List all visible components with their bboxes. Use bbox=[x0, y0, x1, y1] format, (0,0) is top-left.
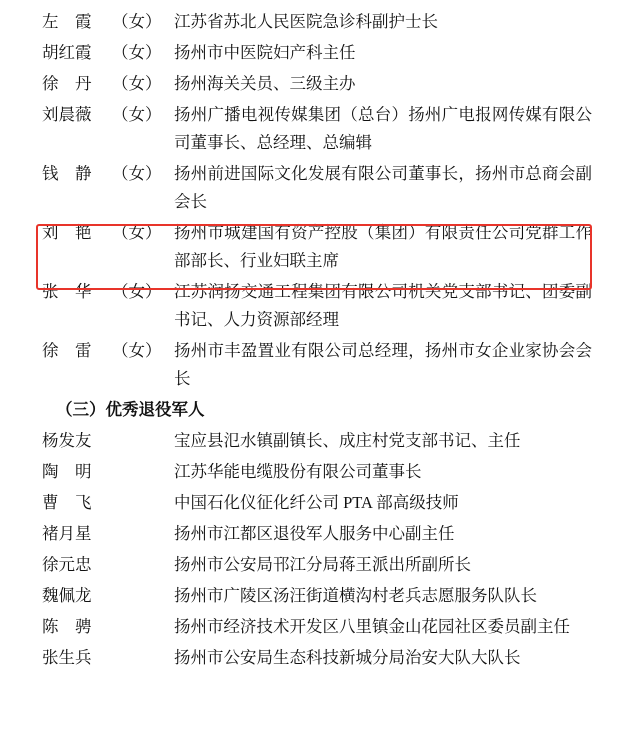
entry-name-chars: 刘 艳 bbox=[42, 223, 92, 242]
list-item bbox=[42, 160, 592, 216]
entry-name bbox=[42, 551, 174, 579]
entry-name-suffix: （女） bbox=[112, 43, 162, 62]
entry-name-suffix: （女） bbox=[112, 74, 162, 93]
entry-name bbox=[42, 427, 174, 455]
entry-name bbox=[42, 70, 174, 98]
entry-name-chars: 陈 骋 bbox=[42, 617, 92, 636]
entry-name-chars: 曹 飞 bbox=[42, 493, 92, 512]
entry-name bbox=[42, 337, 174, 365]
list-item bbox=[42, 458, 592, 486]
entry-description: 扬州广播电视传媒集团（总台）扬州广电报网传媒有限公司董事长、总经理、总编辑 bbox=[174, 105, 592, 152]
entry-description: 江苏省苏北人民医院急诊科副护士长 bbox=[174, 12, 438, 31]
entry-description: 扬州市中医院妇产科主任 bbox=[174, 43, 356, 62]
list-item bbox=[42, 70, 592, 98]
list-item-highlighted bbox=[42, 219, 592, 275]
entry-name-chars: 陶 明 bbox=[42, 462, 92, 481]
list-item bbox=[42, 551, 592, 579]
entry-description: 扬州市广陵区汤汪街道横沟村老兵志愿服务队队长 bbox=[174, 586, 537, 605]
list-item bbox=[42, 39, 592, 67]
list-item bbox=[42, 644, 592, 672]
list-item bbox=[42, 520, 592, 548]
entry-description: 扬州海关关员、三级主办 bbox=[174, 74, 356, 93]
entry-name bbox=[42, 101, 174, 129]
entry-list-veterans bbox=[42, 427, 592, 672]
entry-name bbox=[42, 644, 174, 672]
entry-description: 扬州市丰盈置业有限公司总经理，扬州市女企业家协会会长 bbox=[174, 341, 592, 388]
list-item bbox=[42, 613, 592, 641]
entry-name-suffix: （女） bbox=[112, 105, 162, 124]
entry-name-chars: 刘晨薇 bbox=[42, 105, 92, 124]
entry-name-chars: 魏佩龙 bbox=[42, 586, 92, 605]
entry-name bbox=[42, 219, 174, 247]
entry-name-chars: 徐 丹 bbox=[42, 74, 92, 93]
entry-name-suffix: （女） bbox=[112, 164, 162, 183]
entry-description: 扬州市经济技术开发区八里镇金山花园社区委员副主任 bbox=[174, 617, 570, 636]
list-item bbox=[42, 337, 592, 393]
entry-name-suffix: （女） bbox=[112, 223, 162, 242]
entry-name-chars: 张 华 bbox=[42, 282, 92, 301]
section-heading: （三）优秀退役军人 bbox=[56, 400, 205, 419]
entry-name-chars: 钱 静 bbox=[42, 164, 92, 183]
list-item bbox=[42, 582, 592, 610]
entry-description: 扬州市公安局生态科技新城分局治安大队大队长 bbox=[174, 648, 521, 667]
list-item bbox=[42, 278, 592, 334]
entry-name-chars: 徐 雷 bbox=[42, 341, 92, 360]
entry-name bbox=[42, 8, 174, 36]
entry-name-suffix: （女） bbox=[112, 282, 162, 301]
entry-description: 扬州市城建国有资产控股（集团）有限责任公司党群工作部部长、行业妇联主席 bbox=[174, 223, 592, 270]
entry-name-chars: 褚月星 bbox=[42, 524, 92, 543]
entry-name-chars: 杨发友 bbox=[42, 431, 92, 450]
entry-name bbox=[42, 278, 174, 306]
entry-description: 江苏润扬交通工程集团有限公司机关党支部书记、团委副书记、人力资源部经理 bbox=[174, 282, 592, 329]
entry-description: 江苏华能电缆股份有限公司董事长 bbox=[174, 462, 422, 481]
entry-name-suffix: （女） bbox=[112, 12, 162, 31]
entry-name bbox=[42, 489, 174, 517]
list-item bbox=[42, 8, 592, 36]
entry-description: 扬州市公安局邗江分局蒋王派出所副所长 bbox=[174, 555, 471, 574]
entry-description: 扬州前进国际文化发展有限公司董事长，扬州市总商会副会长 bbox=[174, 164, 592, 211]
entry-description: 宝应县氾水镇副镇长、成庄村党支部书记、主任 bbox=[174, 431, 521, 450]
entry-list-women bbox=[42, 8, 592, 393]
entry-name-chars: 张生兵 bbox=[42, 648, 92, 667]
entry-name-suffix: （女） bbox=[112, 341, 162, 360]
entry-description: 扬州市江都区退役军人服务中心副主任 bbox=[174, 524, 455, 543]
entry-name bbox=[42, 458, 174, 486]
entry-name-chars: 徐元忠 bbox=[42, 555, 92, 574]
entry-name bbox=[42, 39, 174, 67]
entry-description: 中国石化仪征化纤公司 PTA 部高级技师 bbox=[174, 493, 459, 512]
list-item bbox=[42, 427, 592, 455]
list-item bbox=[42, 101, 592, 157]
entry-name-chars: 胡红霞 bbox=[42, 43, 92, 62]
entry-name-chars: 左 霞 bbox=[42, 12, 92, 31]
entry-name bbox=[42, 520, 174, 548]
entry-name bbox=[42, 160, 174, 188]
entry-name bbox=[42, 613, 174, 641]
list-item bbox=[42, 489, 592, 517]
entry-name bbox=[42, 582, 174, 610]
